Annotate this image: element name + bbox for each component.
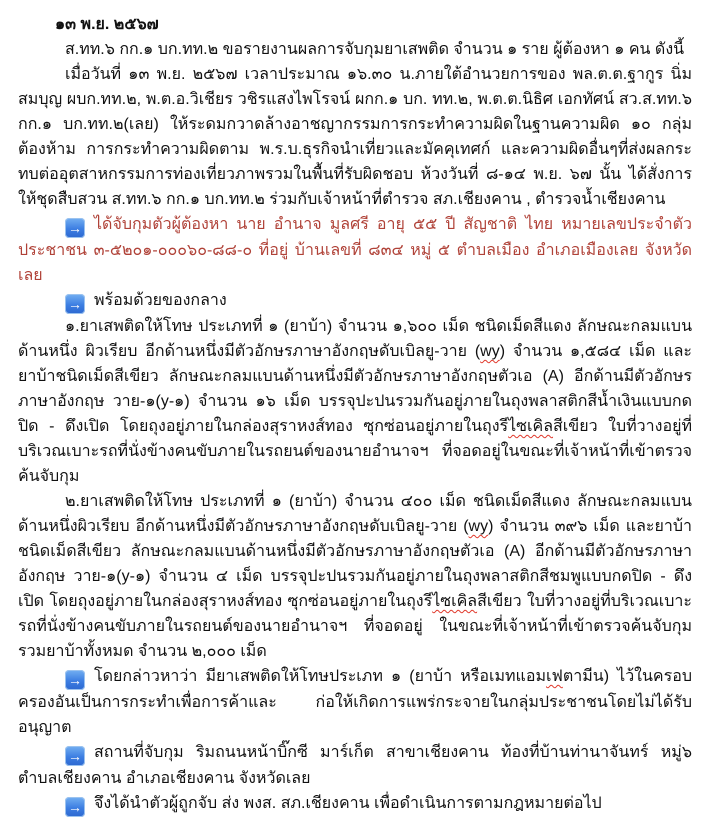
seized-item-2-paragraph [18,489,692,664]
spellcheck-word: wy [480,343,500,360]
spellcheck-word: เฟ [546,668,563,685]
report-summary-line [18,37,692,62]
seized-item-1-text: สีเขียว ใบที่วางอยู่ที่บริเวณเบาะรถที่นั่งข้างคนขับภายในรถยนต์ของนายอำนาจฯ ที่จอดอยู่ในขณะที่เจ้าหน้าที่เข้าตรวจค้นจับกุม [18,418,692,485]
suspect-arrest-text: ได้จับกุมตัวผู้ต้องหา นาย อำนาจ มูลศรี อายุ ๕๕ ปี สัญชาติ ไทย หมายเลขประจำตัวประชาชน ๓-๕๒๐๑-๐๐๐๖๐-๘๘-๐ ที่อยู่ บ้านเลขที่ ๘๓๔ หมู่ ๕ ตำบลเมือง อำเภอเมืองเลย จังหวัดเลย [18,216,692,284]
seized-item-2-text: ) จำนวน ๓๙๖ เม็ด และยาบ้าชนิดเม็ดสีเขียว ลักษณะกลมแบนด้านหนึ่งมีตัวอักษรภาษาอังกฤษตัวเอ (A) อีกด้านมีตัวอักษรภาษาอังกฤษ วาย-๑(y-๑) จำนวน ๔ เม็ด บรรจุปะปนรวมกันอยู่ภายในถุงพลาสติกสีชมพูแบบกดปิด - ดึงเปิด โดยถุงอยู่ภายในกล่องสุราหงส์ทอง ซุกซ่อนอยู่ภายในถุงรี [18,518,692,610]
seized-items-header-paragraph [18,288,692,314]
suspect-arrest-paragraph [18,212,692,288]
case-disposition-paragraph [18,791,692,817]
arrest-location-text: สถานที่จับกุม ริมถนนหน้าบิ๊กซี มาร์เก็ต สาขาเชียงคาน ท้องที่บ้านท่านาจันทร์ หมู่๖ ตำบลเชียงคาน อำเภอเชียงคาน จังหวัดเลย [18,744,692,787]
spellcheck-word: ไซเคิล [508,418,554,435]
charge-statement-text: ตามีน) ไว้ในครอบครองอันเป็นการกระทำเพื่อการค้าและ ก่อให้เกิดการแพร่กระจายในกลุ่มประชาชนโดยไม่ได้รับอนุญาต [18,668,692,736]
seized-item-1-text: ) จำนวน ๑,๕๘๔ เม็ด และยาบ้าชนิดเม็ดสีเขียว ลักษณะกลมแบนด้านหนึ่งมีตัวอักษรภาษาอังกฤษตัวเอ (A) อีกด้านมีตัวอักษรภาษาอังกฤษ วาย-๑(y-๑) จำนวน ๑๖ เม็ด บรรจุปะปนรวมกันอยู่ภายในถุงพลาสติกสีน้ำเงินแบบกดปิด - ดึงเปิด โดยถุงอยู่ภายในกล่องสุราหงส์ทอง ซุกซ่อนอยู่ภายในถุงรี [18,343,693,435]
arrow-right-icon: → [65,746,85,766]
seized-items-header-text: พร้อมด้วยของกลาง [94,292,227,309]
arrow-right-icon: → [65,218,85,238]
arrest-location-paragraph [18,740,692,791]
operation-directive-text: เมื่อวันที่ ๑๓ พ.ย. ๒๕๖๗ เวลาประมาณ ๑๖.๓๐ น.ภายใต้อำนวยการของ พล.ต.ต.ฐากูร นิ่มสมบุญ ผบก.ทท.๒, พ.ต.อ.วิเชียร วชิรแสงไพโรจน์ ผกก.๑ บก. ทท.๒, พ.ต.ต.นิธิศ เอกทัศน์ สว.ส.ทท.๖ กก.๑ บก.ทท.๒(เลย) ให้ระดมกวาดล้างอาชญากรรมการกระทำความผิดในฐานความผิด ๑๐ กลุ่มต้องห้าม การกระทำความผิดตาม พ.ร.บ.ธุรกิจนำเที่ยวและมัคคุเทศก์ และความผิดอื่นๆที่ส่งผลกระทบต่ออุตสาหกรรมการท่องเที่ยวภาพรวมในพื้นที่รับผิดชอบ ห้วงวันที่ ๘-๑๔ พ.ย. ๖๗ นั้น ได้สั่งการให้ชุดสืบสวน ส.ทท.๖ กก.๑ บก.ทท.๒ ร่วมกับเจ้าหน้าที่ตำรวจ สภ.เชียงคาน , ตำรวจน้ำเชียงคาน [18,66,692,208]
operation-directive-paragraph [18,62,692,212]
arrow-right-icon: → [65,294,85,314]
seized-item-1-paragraph [18,314,692,489]
report-date: ๑๓ พ.ย. ๒๕๖๗ [55,16,159,33]
report-summary-text: ส.ทท.๖ กก.๑ บก.ทท.๒ ขอรายงานผลการจับกุมยาเสพติด จำนวน ๑ ราย ผู้ต้องหา ๑ คน ดังนี้ [65,41,685,58]
arrow-right-icon: → [65,670,85,690]
arrow-right-icon: → [65,797,85,817]
spellcheck-word: ไซเคิล [432,593,478,610]
seized-item-2-text: สีเขียว ใบที่วางอยู่ที่บริเวณเบาะรถที่นั่งข้างคนขับภายในรถยนต์ของนายอำนาจฯ ที่จอดอยู่ ในขณะที่เจ้าหน้าที่เข้าตรวจค้นจับกุม รวมยาบ้าทั้งหมด จำนวน ๒,๐๐๐ เม็ด [18,593,692,660]
spellcheck-word: wy [468,518,489,535]
seized-item-1-text: ๑.ยาเสพติดให้โทษ ประเภทที่ ๑ (ยาบ้า) จำนวน ๑,๖๐๐ เม็ด ชนิดเม็ดสีแดง ลักษณะกลมแบนด้านหนึ่ง ผิวเรียบ อีกด้านหนึ่งมีตัวอักษรภาษาอังกฤษดับเบิลยู-วาย ( [18,318,692,360]
charge-statement-text: โดยกล่าวหาว่า มียาเสพติดให้โทษประเภท ๑ (ยาบ้า หรือเมทแอม [94,668,547,685]
charge-statement-paragraph [18,664,692,740]
seized-item-2-text: ๒.ยาเสพติดให้โทษ ประเภทที่ ๑ (ยาบ้า) จำนวน ๔๐๐ เม็ด ชนิดเม็ดสีแดง ลักษณะกลมแบนด้านหนึ่งผิวเรียบ อีกด้านหนึ่งมีตัวอักษรภาษาอังกฤษดับเบิลยู-วาย ( [18,493,692,535]
case-disposition-text: จึงได้นำตัวผู้ถูกจับ ส่ง พงส. สภ.เชียงคาน เพื่อดำเนินการตามกฎหมายต่อไป [94,795,602,812]
